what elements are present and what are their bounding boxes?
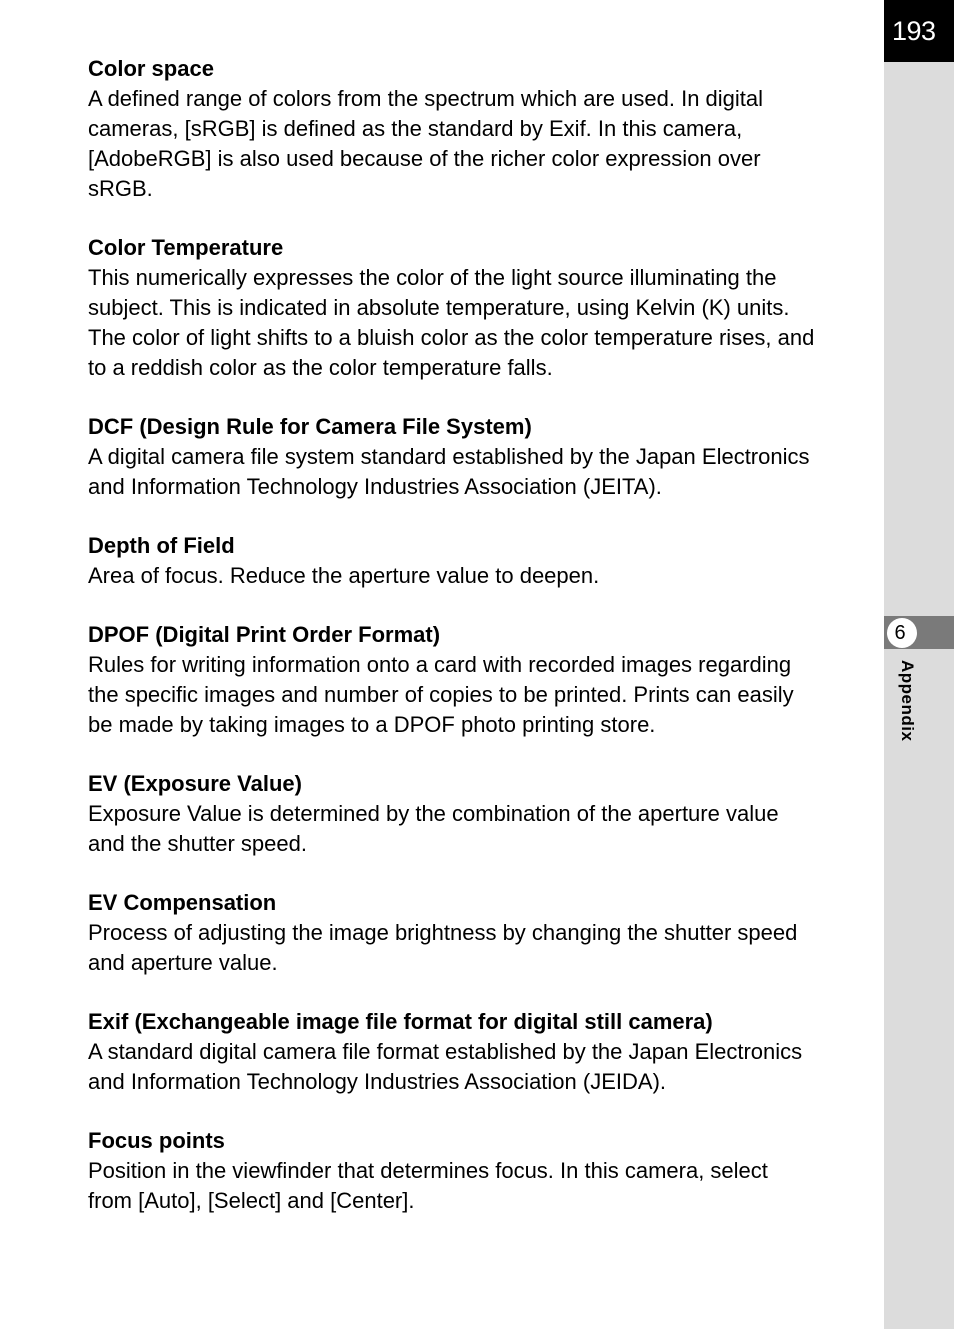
glossary-term: Focus points bbox=[88, 1128, 225, 1153]
glossary-term: EV (Exposure Value) bbox=[88, 771, 302, 796]
glossary-definition: This numerically expresses the color of the light source illuminating the subject. This is indicated in absolute temperature, using Kelvin (K) units. The color of light shifts to a bluish color as the color temperature rises, and to a reddish color as the color temperature falls. bbox=[88, 265, 815, 380]
chapter-label: Appendix bbox=[898, 660, 917, 742]
glossary-entry-color-space bbox=[88, 54, 868, 204]
glossary-content bbox=[88, 54, 868, 1245]
glossary-definition: A standard digital camera file format established by the Japan Electronics and Information Technology Industries Association (JEIDA). bbox=[88, 1039, 803, 1094]
glossary-entry-dcf bbox=[88, 412, 868, 502]
glossary-entry-ev bbox=[88, 769, 868, 859]
glossary-entry-focus-points bbox=[88, 1126, 868, 1216]
glossary-entry-depth-of-field bbox=[88, 531, 868, 591]
glossary-term: EV Compensation bbox=[88, 890, 277, 915]
glossary-definition: A digital camera file system standard established by the Japan Electronics and Information Technology Industries Association (JEITA). bbox=[88, 444, 810, 499]
glossary-entry-color-temperature bbox=[88, 233, 868, 383]
glossary-definition: Process of adjusting the image brightness by changing the shutter speed and aperture value. bbox=[88, 920, 798, 975]
glossary-definition: Position in the viewfinder that determines focus. In this camera, select from [Auto], [Select] and [Center]. bbox=[88, 1158, 768, 1213]
glossary-term: Exif (Exchangeable image file format for digital still camera) bbox=[88, 1009, 713, 1034]
glossary-definition: Area of focus. Reduce the aperture value to deepen. bbox=[88, 563, 600, 588]
glossary-definition: Exposure Value is determined by the combination of the aperture value and the shutter speed. bbox=[88, 801, 779, 856]
glossary-definition: Rules for writing information onto a card with recorded images regarding the specific images and number of copies to be printed. Prints can easily be made by taking images to a DPOF photo printing store. bbox=[88, 652, 794, 737]
glossary-term: Depth of Field bbox=[88, 533, 235, 558]
glossary-definition: A defined range of colors from the spectrum which are used. In digital cameras, [sRGB] is defined as the standard by Exif. In this camera, [AdobeRGB] is also used because of the richer color expression over sRGB. bbox=[88, 86, 764, 201]
chapter-number-badge: 6 bbox=[887, 618, 917, 648]
glossary-term: Color Temperature bbox=[88, 235, 284, 260]
glossary-term: DCF (Design Rule for Camera File System) bbox=[88, 414, 532, 439]
glossary-entry-dpof bbox=[88, 620, 868, 740]
page-number: 193 bbox=[884, 0, 954, 62]
glossary-entry-exif bbox=[88, 1007, 868, 1097]
glossary-term: Color space bbox=[88, 56, 214, 81]
glossary-entry-ev-compensation bbox=[88, 888, 868, 978]
glossary-term: DPOF (Digital Print Order Format) bbox=[88, 622, 441, 647]
